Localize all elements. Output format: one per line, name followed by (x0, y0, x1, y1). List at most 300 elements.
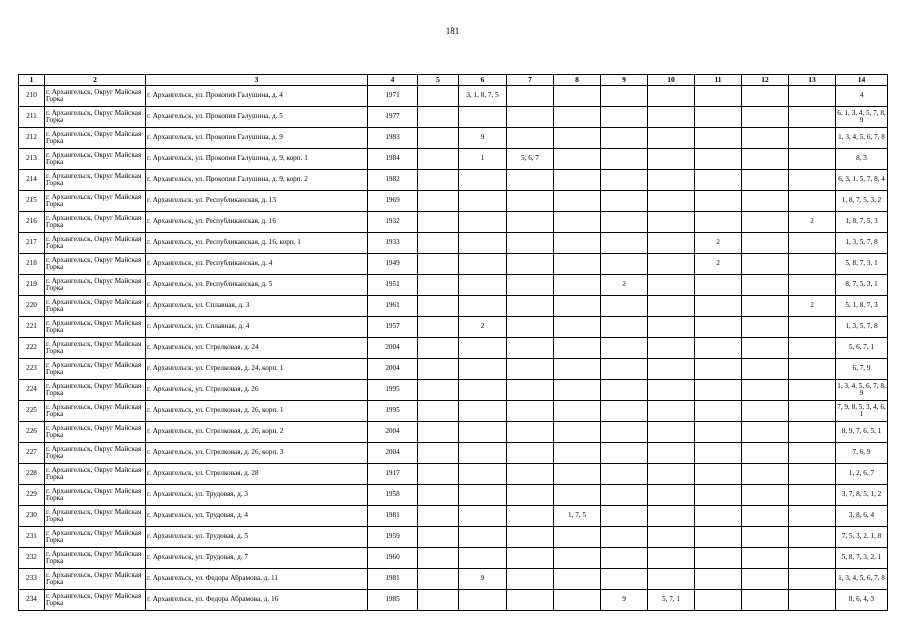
col6-cell (459, 380, 507, 401)
col10-cell (648, 485, 695, 506)
col7-cell (507, 107, 554, 128)
col10-cell (648, 401, 695, 422)
col12-cell (742, 338, 789, 359)
district-cell: г. Архангельск, Округ Майская Горка (45, 296, 146, 317)
col12-cell (742, 170, 789, 191)
col6-cell (459, 254, 507, 275)
address-cell: г. Архангельск, ул. Прокопия Галушина, д. 9, корп. 1 (146, 149, 368, 170)
table-row (19, 107, 888, 128)
col6-cell (459, 338, 507, 359)
year-cell: 1971 (368, 86, 418, 107)
col7-cell (507, 569, 554, 590)
col12-cell (742, 380, 789, 401)
col10-cell (648, 296, 695, 317)
col5-cell (418, 233, 459, 254)
address-cell: г. Архангельск, ул. Прокопия Галушина, д. 4 (146, 86, 368, 107)
col7-cell (507, 86, 554, 107)
district-cell: г. Архангельск, Округ Майская Горка (45, 149, 146, 170)
table-body (19, 86, 888, 611)
col14-cell: 6, 7, 9 (836, 359, 888, 380)
col6-cell (459, 296, 507, 317)
col5-cell (418, 128, 459, 149)
col13-cell (789, 128, 836, 149)
col9-cell (601, 233, 648, 254)
district-cell: г. Архангельск, Округ Майская Горка (45, 569, 146, 590)
col14-cell: 8, 3 (836, 149, 888, 170)
column-header: 9 (601, 75, 648, 86)
col6-cell (459, 590, 507, 611)
col14-cell: 6, 1, 3, 4, 5, 7, 8, 9 (836, 107, 888, 128)
table-row (19, 170, 888, 191)
col5-cell (418, 275, 459, 296)
data-table (18, 74, 888, 611)
row-number: 223 (19, 359, 45, 380)
col13-cell (789, 170, 836, 191)
col8-cell (554, 548, 601, 569)
col13-cell (789, 233, 836, 254)
table-row (19, 86, 888, 107)
col14-cell: 8, 6, 4, 3 (836, 590, 888, 611)
col9-cell (601, 569, 648, 590)
row-number: 222 (19, 338, 45, 359)
district-cell: г. Архангельск, Округ Майская Горка (45, 170, 146, 191)
col6-cell (459, 275, 507, 296)
col10-cell (648, 275, 695, 296)
col13-cell: 2 (789, 296, 836, 317)
col10-cell (648, 443, 695, 464)
col12-cell (742, 296, 789, 317)
col7-cell (507, 401, 554, 422)
col13-cell (789, 380, 836, 401)
col6-cell (459, 443, 507, 464)
col11-cell: 2 (695, 254, 742, 275)
col11-cell (695, 275, 742, 296)
district-cell: г. Архангельск, Округ Майская Горка (45, 590, 146, 611)
table-row (19, 464, 888, 485)
col8-cell (554, 443, 601, 464)
col11-cell (695, 380, 742, 401)
col12-cell (742, 485, 789, 506)
col5-cell (418, 317, 459, 338)
year-cell: 1917 (368, 464, 418, 485)
col8-cell (554, 149, 601, 170)
col6-cell (459, 107, 507, 128)
table-row (19, 401, 888, 422)
table-row (19, 338, 888, 359)
col5-cell (418, 212, 459, 233)
col8-cell (554, 296, 601, 317)
col5-cell (418, 107, 459, 128)
col12-cell (742, 149, 789, 170)
col14-cell: 7, 9, 8, 5, 3, 4, 6, 1 (836, 401, 888, 422)
col7-cell (507, 485, 554, 506)
col10-cell (648, 254, 695, 275)
col12-cell (742, 86, 789, 107)
col14-cell: 5, 8, 7, 3, 1 (836, 254, 888, 275)
col14-cell: 1, 8, 7, 5, 3, 2 (836, 191, 888, 212)
col8-cell: 1, 7, 5 (554, 506, 601, 527)
col14-cell: 3, 7, 8, 5, 1, 2 (836, 485, 888, 506)
address-cell: г. Архангельск, ул. Стрелковая, д. 24 (146, 338, 368, 359)
column-header: 12 (742, 75, 789, 86)
table-row (19, 128, 888, 149)
col14-cell: 5, 8, 7, 3, 2, 1 (836, 548, 888, 569)
col9-cell (601, 338, 648, 359)
col6-cell: 9 (459, 569, 507, 590)
col14-cell: 7, 6, 9 (836, 443, 888, 464)
col7-cell (507, 338, 554, 359)
district-cell: г. Архангельск, Округ Майская Горка (45, 254, 146, 275)
col10-cell (648, 422, 695, 443)
col12-cell (742, 359, 789, 380)
col13-cell (789, 485, 836, 506)
col6-cell: 1 (459, 149, 507, 170)
table-row (19, 569, 888, 590)
year-cell: 2004 (368, 338, 418, 359)
col5-cell (418, 422, 459, 443)
col5-cell (418, 380, 459, 401)
col7-cell: 5, 6, 7 (507, 149, 554, 170)
address-cell: г. Архангельск, ул. Трудовая, д. 7 (146, 548, 368, 569)
row-number: 220 (19, 296, 45, 317)
col13-cell (789, 401, 836, 422)
row-number: 230 (19, 506, 45, 527)
col7-cell (507, 506, 554, 527)
table-row (19, 359, 888, 380)
col8-cell (554, 107, 601, 128)
row-number: 231 (19, 527, 45, 548)
address-cell: г. Архангельск, ул. Трудовая, д. 3 (146, 485, 368, 506)
address-cell: г. Архангельск, ул. Стрелковая, д. 26, корп. 2 (146, 422, 368, 443)
address-cell: г. Архангельск, ул. Федора Абрамова, д. 16 (146, 590, 368, 611)
table-row (19, 506, 888, 527)
column-header: 11 (695, 75, 742, 86)
table-row (19, 296, 888, 317)
col13-cell (789, 317, 836, 338)
table-row (19, 548, 888, 569)
col9-cell (601, 296, 648, 317)
district-cell: г. Архангельск, Округ Майская Горка (45, 107, 146, 128)
col13-cell: 2 (789, 212, 836, 233)
col7-cell (507, 527, 554, 548)
col7-cell (507, 464, 554, 485)
address-cell: г. Архангельск, ул. Стрелковая, д. 26 (146, 380, 368, 401)
col8-cell (554, 317, 601, 338)
col6-cell (459, 422, 507, 443)
col9-cell (601, 149, 648, 170)
year-cell: 1932 (368, 212, 418, 233)
table-row (19, 527, 888, 548)
column-header: 5 (418, 75, 459, 86)
col8-cell (554, 170, 601, 191)
row-number: 234 (19, 590, 45, 611)
district-cell: г. Архангельск, Округ Майская Горка (45, 485, 146, 506)
col8-cell (554, 485, 601, 506)
row-number: 213 (19, 149, 45, 170)
row-number: 211 (19, 107, 45, 128)
district-cell: г. Архангельск, Округ Майская Горка (45, 191, 146, 212)
col11-cell (695, 590, 742, 611)
col7-cell (507, 170, 554, 191)
year-cell: 1957 (368, 317, 418, 338)
col13-cell (789, 107, 836, 128)
col9-cell (601, 359, 648, 380)
address-cell: г. Архангельск, ул. Стрелковая, д. 28 (146, 464, 368, 485)
row-number: 216 (19, 212, 45, 233)
col6-cell (459, 401, 507, 422)
col14-cell: 6, 3, 1, 5, 7, 8, 4 (836, 170, 888, 191)
col7-cell (507, 380, 554, 401)
col9-cell (601, 191, 648, 212)
year-cell: 1977 (368, 107, 418, 128)
column-header: 7 (507, 75, 554, 86)
col13-cell (789, 443, 836, 464)
col10-cell (648, 527, 695, 548)
col14-cell: 5, 6, 7, 1 (836, 338, 888, 359)
col5-cell (418, 149, 459, 170)
year-cell: 1981 (368, 506, 418, 527)
district-cell: г. Архангельск, Округ Майская Горка (45, 380, 146, 401)
col9-cell (601, 86, 648, 107)
col6-cell (459, 527, 507, 548)
table-row (19, 443, 888, 464)
col7-cell (507, 443, 554, 464)
address-cell: г. Архангельск, ул. Республиканская, д. 16 (146, 212, 368, 233)
col6-cell (459, 191, 507, 212)
col9-cell (601, 170, 648, 191)
year-cell: 1995 (368, 380, 418, 401)
table-row (19, 275, 888, 296)
year-cell: 1982 (368, 170, 418, 191)
district-cell: г. Архангельск, Округ Майская Горка (45, 338, 146, 359)
district-cell: г. Архангельск, Округ Майская Горка (45, 212, 146, 233)
col12-cell (742, 401, 789, 422)
address-cell: г. Архангельск, ул. Стрелковая, д. 26, корп. 1 (146, 401, 368, 422)
col11-cell (695, 359, 742, 380)
col13-cell (789, 86, 836, 107)
col5-cell (418, 338, 459, 359)
col5-cell (418, 401, 459, 422)
address-cell: г. Архангельск, ул. Прокопия Галушина, д. 9, корп. 2 (146, 170, 368, 191)
col12-cell (742, 212, 789, 233)
col9-cell (601, 548, 648, 569)
col12-cell (742, 254, 789, 275)
year-cell: 1933 (368, 233, 418, 254)
col12-cell (742, 317, 789, 338)
col6-cell (459, 212, 507, 233)
col6-cell (459, 359, 507, 380)
table-row (19, 317, 888, 338)
col7-cell (507, 212, 554, 233)
col14-cell: 5, 1, 8, 7, 3 (836, 296, 888, 317)
col10-cell: 5, 7, 1 (648, 590, 695, 611)
col5-cell (418, 191, 459, 212)
col7-cell (507, 548, 554, 569)
col14-cell: 1, 3, 4, 5, 6, 7, 8 (836, 128, 888, 149)
row-number: 227 (19, 443, 45, 464)
address-cell: г. Архангельск, ул. Трудовая, д. 5 (146, 527, 368, 548)
col6-cell (459, 485, 507, 506)
col6-cell: 3, 1, 8, 7, 5 (459, 86, 507, 107)
col8-cell (554, 275, 601, 296)
col10-cell (648, 86, 695, 107)
column-header: 10 (648, 75, 695, 86)
col14-cell: 3, 8, 6, 4 (836, 506, 888, 527)
table-row (19, 590, 888, 611)
col10-cell (648, 506, 695, 527)
col11-cell (695, 422, 742, 443)
col12-cell (742, 275, 789, 296)
col13-cell (789, 569, 836, 590)
col11-cell (695, 170, 742, 191)
col12-cell (742, 233, 789, 254)
col10-cell (648, 359, 695, 380)
district-cell: г. Архангельск, Округ Майская Горка (45, 443, 146, 464)
header-row (19, 75, 888, 86)
row-number: 233 (19, 569, 45, 590)
col9-cell (601, 212, 648, 233)
row-number: 217 (19, 233, 45, 254)
year-cell: 1961 (368, 296, 418, 317)
column-header: 2 (45, 75, 146, 86)
col8-cell (554, 128, 601, 149)
col10-cell (648, 149, 695, 170)
col9-cell (601, 107, 648, 128)
col5-cell (418, 86, 459, 107)
year-cell: 1995 (368, 401, 418, 422)
table-row (19, 212, 888, 233)
col7-cell (507, 275, 554, 296)
col11-cell (695, 317, 742, 338)
col14-cell: 4 (836, 86, 888, 107)
address-cell: г. Архангельск, ул. Прокопия Галушина, д. 9 (146, 128, 368, 149)
column-header: 1 (19, 75, 45, 86)
col11-cell (695, 401, 742, 422)
col11-cell (695, 212, 742, 233)
address-cell: г. Архангельск, ул. Федора Абрамова, д. 11 (146, 569, 368, 590)
col11-cell (695, 191, 742, 212)
col9-cell (601, 506, 648, 527)
col14-cell: 1, 3, 4, 5, 6, 7, 8 (836, 569, 888, 590)
col13-cell (789, 359, 836, 380)
year-cell: 1984 (368, 149, 418, 170)
col6-cell (459, 233, 507, 254)
year-cell: 1981 (368, 569, 418, 590)
column-header: 6 (459, 75, 507, 86)
column-header: 8 (554, 75, 601, 86)
year-cell: 2004 (368, 443, 418, 464)
col9-cell (601, 464, 648, 485)
col9-cell (601, 443, 648, 464)
row-number: 215 (19, 191, 45, 212)
col11-cell (695, 527, 742, 548)
col8-cell (554, 527, 601, 548)
col10-cell (648, 464, 695, 485)
col6-cell (459, 464, 507, 485)
col8-cell (554, 86, 601, 107)
col10-cell (648, 317, 695, 338)
address-cell: г. Архангельск, ул. Сплавная, д. 4 (146, 317, 368, 338)
col10-cell (648, 380, 695, 401)
col11-cell (695, 464, 742, 485)
address-cell: г. Архангельск, ул. Республиканская, д. 16, корп. 1 (146, 233, 368, 254)
col10-cell (648, 233, 695, 254)
table-row (19, 422, 888, 443)
col5-cell (418, 485, 459, 506)
col7-cell (507, 296, 554, 317)
column-header: 4 (368, 75, 418, 86)
col10-cell (648, 128, 695, 149)
column-header: 13 (789, 75, 836, 86)
row-number: 228 (19, 464, 45, 485)
col6-cell: 9 (459, 128, 507, 149)
col6-cell: 2 (459, 317, 507, 338)
col8-cell (554, 380, 601, 401)
col5-cell (418, 527, 459, 548)
address-cell: г. Архангельск, ул. Республиканская, д. 5 (146, 275, 368, 296)
year-cell: 2004 (368, 359, 418, 380)
col11-cell (695, 506, 742, 527)
col9-cell (601, 422, 648, 443)
col8-cell (554, 464, 601, 485)
col10-cell (648, 212, 695, 233)
col12-cell (742, 128, 789, 149)
row-number: 225 (19, 401, 45, 422)
col9-cell: 9 (601, 590, 648, 611)
col13-cell (789, 422, 836, 443)
year-cell: 1985 (368, 590, 418, 611)
row-number: 210 (19, 86, 45, 107)
col10-cell (648, 170, 695, 191)
col7-cell (507, 590, 554, 611)
col14-cell: 1, 3, 5, 7, 8 (836, 233, 888, 254)
col13-cell (789, 527, 836, 548)
district-cell: г. Архангельск, Округ Майская Горка (45, 548, 146, 569)
col11-cell (695, 443, 742, 464)
col8-cell (554, 569, 601, 590)
table-row (19, 233, 888, 254)
district-cell: г. Архангельск, Округ Майская Горка (45, 527, 146, 548)
col12-cell (742, 527, 789, 548)
col12-cell (742, 569, 789, 590)
col8-cell (554, 254, 601, 275)
year-cell: 1958 (368, 485, 418, 506)
district-cell: г. Архангельск, Округ Майская Горка (45, 233, 146, 254)
col8-cell (554, 338, 601, 359)
col13-cell (789, 149, 836, 170)
col5-cell (418, 464, 459, 485)
col7-cell (507, 254, 554, 275)
row-number: 219 (19, 275, 45, 296)
year-cell: 1949 (368, 254, 418, 275)
col11-cell (695, 569, 742, 590)
district-cell: г. Архангельск, Округ Майская Горка (45, 422, 146, 443)
col11-cell (695, 128, 742, 149)
col5-cell (418, 569, 459, 590)
district-cell: г. Архангельск, Округ Майская Горка (45, 506, 146, 527)
year-cell: 1960 (368, 548, 418, 569)
col9-cell (601, 128, 648, 149)
year-cell: 2004 (368, 422, 418, 443)
year-cell: 1969 (368, 191, 418, 212)
col8-cell (554, 422, 601, 443)
address-cell: г. Архангельск, ул. Сплавная, д. 3 (146, 296, 368, 317)
col11-cell: 2 (695, 233, 742, 254)
row-number: 218 (19, 254, 45, 275)
col6-cell (459, 548, 507, 569)
col12-cell (742, 191, 789, 212)
col8-cell (554, 191, 601, 212)
